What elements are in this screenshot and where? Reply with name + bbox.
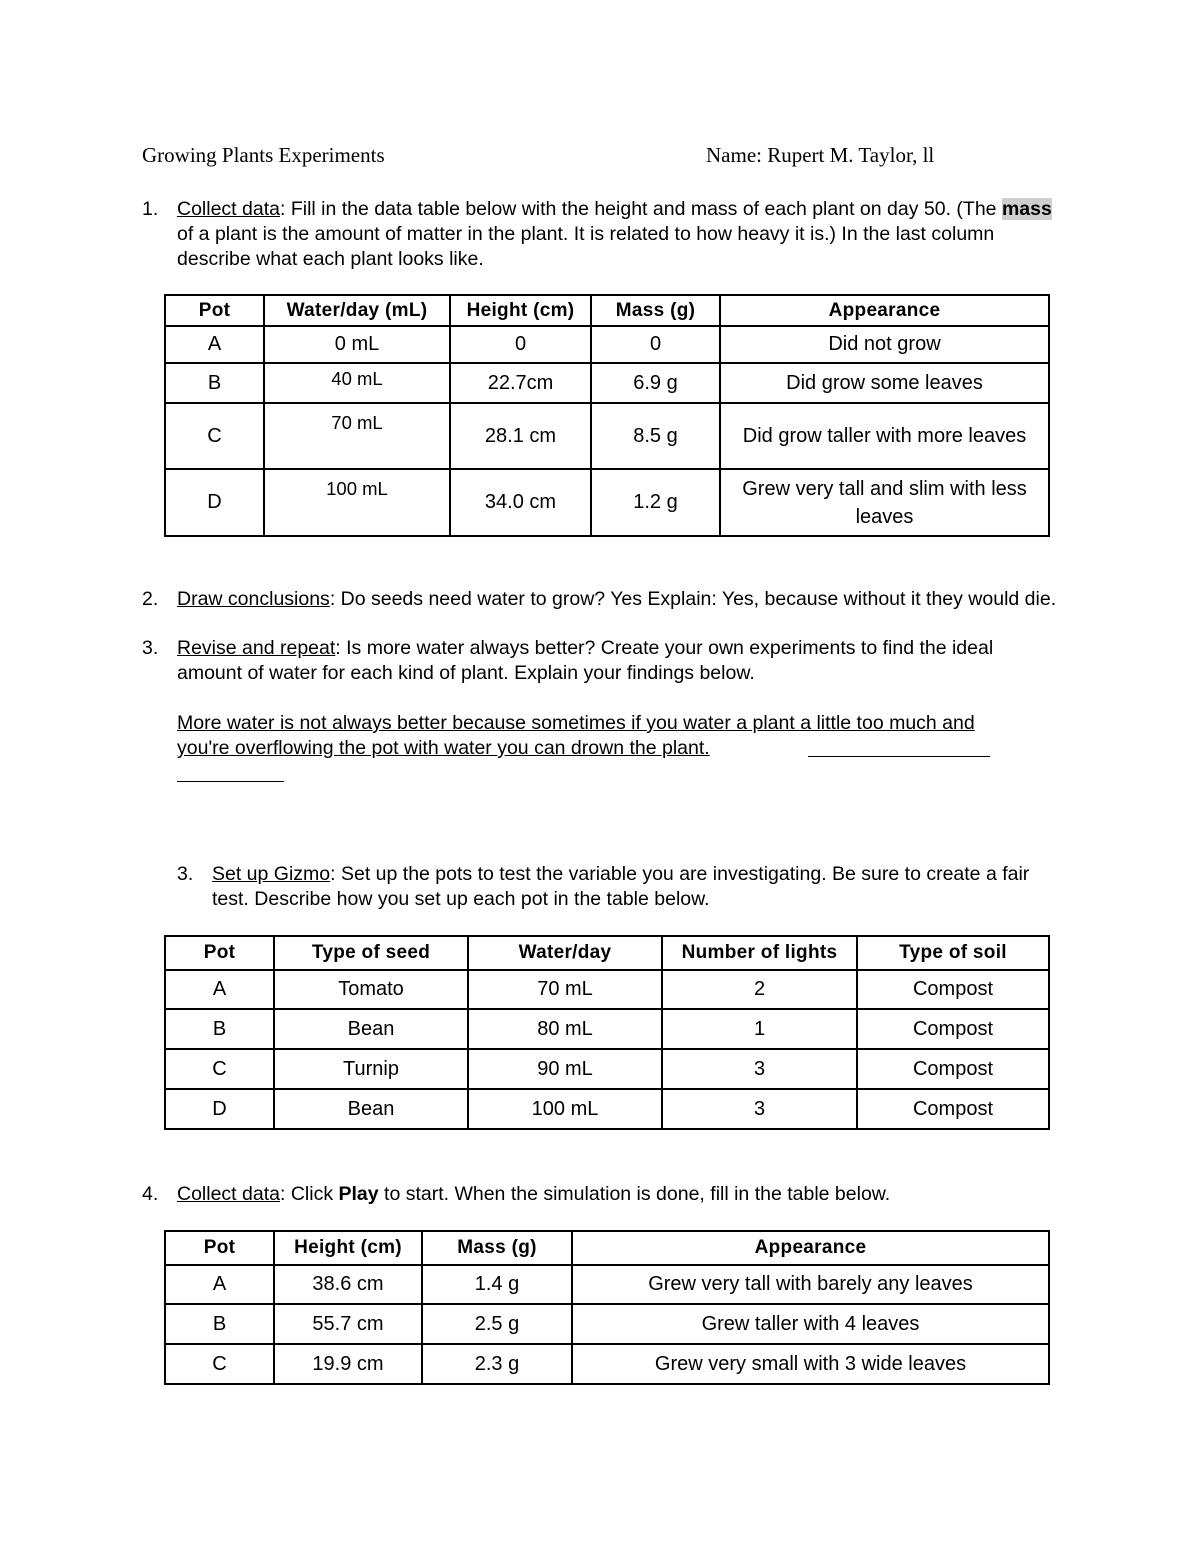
table-cell: A — [165, 970, 274, 1009]
table-cell: C — [165, 403, 264, 469]
gizmo-setup-table — [164, 935, 1050, 1130]
header-cell: Water/day — [468, 936, 662, 970]
question-text — [212, 862, 1032, 912]
table-row — [165, 970, 1049, 1009]
answer-3 — [177, 711, 1027, 761]
header-cell: Pot — [165, 936, 274, 970]
table-row — [165, 403, 1049, 469]
table-cell: Compost — [857, 1049, 1049, 1089]
table-cell: Grew very tall with barely any leaves — [572, 1265, 1049, 1304]
table-cell: Did grow some leaves — [720, 363, 1049, 403]
table-cell: Compost — [857, 1009, 1049, 1049]
table-cell: C — [165, 1344, 274, 1384]
question-text-part: : Set up the pots to test the variable you are investigating. Be sure to create a fair test. Describe how you set up each pot in the table below. — [212, 863, 1030, 910]
header-cell: Mass (g) — [422, 1231, 572, 1265]
question-text — [177, 197, 1067, 272]
table-cell: 55.7 cm — [274, 1304, 422, 1344]
table-cell: Bean — [274, 1009, 468, 1049]
question-text-part: : Click — [279, 1183, 339, 1205]
table-cell: 2.5 g — [422, 1304, 572, 1344]
header-cell: Pot — [165, 295, 264, 326]
table-cell: Did not grow — [720, 326, 1049, 363]
table-row — [165, 1089, 1049, 1129]
table-cell: 1.2 g — [591, 469, 720, 536]
header-cell: Height (cm) — [274, 1231, 422, 1265]
table-cell: 0 mL — [264, 326, 450, 363]
table-header-row — [165, 1231, 1049, 1265]
header-cell: Water/day (mL) — [264, 295, 450, 326]
answer-line — [808, 756, 990, 757]
answer-text: More water is not always better because sometimes if you water a plant a little too much and you're overflowing the pot with water you can drown the plant. — [177, 712, 975, 759]
table-cell: 70 mL — [264, 403, 450, 469]
table-cell: 100 mL — [468, 1089, 662, 1129]
question-text-part: : Do seeds need water to grow? Yes Explain: Yes, because without it they would die. — [329, 588, 1057, 610]
table-cell: 0 — [591, 326, 720, 363]
table-cell: 2 — [662, 970, 857, 1009]
table-cell: Compost — [857, 970, 1049, 1009]
table-cell: Grew very small with 3 wide leaves — [572, 1344, 1049, 1384]
question-label: Set up Gizmo — [212, 863, 331, 885]
table-cell: Compost — [857, 1089, 1049, 1129]
table-cell: 100 mL — [264, 469, 450, 536]
question-number: 2. — [142, 588, 159, 610]
table-cell: C — [165, 1049, 274, 1089]
table-row — [165, 1304, 1049, 1344]
question-label: Collect data — [177, 1183, 280, 1205]
question-text — [177, 587, 1067, 612]
table-cell: B — [165, 1009, 274, 1049]
simulation-results-table — [164, 1230, 1050, 1385]
table-cell: D — [165, 469, 264, 536]
question-text — [177, 636, 1037, 686]
table-cell: 34.0 cm — [450, 469, 591, 536]
table-cell: 28.1 cm — [450, 403, 591, 469]
plant-data-table-1 — [164, 294, 1050, 537]
table-cell: Bean — [274, 1089, 468, 1129]
table-row — [165, 1265, 1049, 1304]
header-cell: Type of soil — [857, 936, 1049, 970]
table-cell: B — [165, 363, 264, 403]
table-cell: 1 — [662, 1009, 857, 1049]
play-keyword: Play — [338, 1183, 379, 1205]
table-cell: D — [165, 1089, 274, 1129]
question-text-part: : Fill in the data table below with the height and mass of each plant on day 50. (The — [279, 198, 1002, 220]
document-title: Growing Plants Experiments — [142, 143, 385, 167]
question-number: 1. — [142, 198, 159, 220]
header-cell: Appearance — [720, 295, 1049, 326]
table-cell: 19.9 cm — [274, 1344, 422, 1384]
question-text-part: of a plant is the amount of matter in the plant. It is related to how heavy it is.) In the last column describe what each plant looks like. — [177, 223, 995, 270]
table-header-row — [165, 295, 1049, 326]
table-header-row — [165, 936, 1049, 970]
question-text — [177, 1182, 1067, 1207]
header-cell: Number of lights — [662, 936, 857, 970]
table-cell: 3 — [662, 1049, 857, 1089]
table-cell: B — [165, 1304, 274, 1344]
table-cell: 90 mL — [468, 1049, 662, 1089]
header-cell: Mass (g) — [591, 295, 720, 326]
table-cell: 1.4 g — [422, 1265, 572, 1304]
table-cell: Grew very tall and slim with less leaves — [720, 469, 1049, 536]
table-cell: Did grow taller with more leaves — [720, 403, 1049, 469]
table-row — [165, 1049, 1049, 1089]
table-row — [165, 363, 1049, 403]
table-cell: A — [165, 326, 264, 363]
header-cell: Type of seed — [274, 936, 468, 970]
table-cell: 40 mL — [264, 363, 450, 403]
question-label: Collect data — [177, 198, 280, 220]
question-label: Revise and repeat — [177, 637, 336, 659]
header-cell: Appearance — [572, 1231, 1049, 1265]
table-cell: 2.3 g — [422, 1344, 572, 1384]
table-row — [165, 326, 1049, 363]
student-name: Name: Rupert M. Taylor, ll — [706, 143, 935, 167]
question-text-part: to start. When the simulation is done, fill in the table below. — [378, 1183, 891, 1205]
question-label: Draw conclusions — [177, 588, 330, 610]
question-number: 4. — [142, 1183, 159, 1205]
table-cell: 8.5 g — [591, 403, 720, 469]
table-cell: Grew taller with 4 leaves — [572, 1304, 1049, 1344]
table-cell: 70 mL — [468, 970, 662, 1009]
table-row — [165, 469, 1049, 536]
header-cell: Height (cm) — [450, 295, 591, 326]
question-number: 3. — [177, 863, 194, 885]
header-cell: Pot — [165, 1231, 274, 1265]
table-row — [165, 1009, 1049, 1049]
table-cell: 0 — [450, 326, 591, 363]
table-cell: 80 mL — [468, 1009, 662, 1049]
table-cell: 38.6 cm — [274, 1265, 422, 1304]
mass-highlight: mass — [1001, 198, 1052, 220]
question-text-part: : Is more water always better? Create your own experiments to find the ideal amount of water for each kind of plant. Explain your findings below. — [177, 637, 994, 684]
answer-line — [177, 781, 284, 782]
question-number: 3. — [142, 637, 159, 659]
table-cell: Tomato — [274, 970, 468, 1009]
table-cell: 6.9 g — [591, 363, 720, 403]
table-cell: 22.7cm — [450, 363, 591, 403]
table-cell: Turnip — [274, 1049, 468, 1089]
table-cell: A — [165, 1265, 274, 1304]
table-cell: 3 — [662, 1089, 857, 1129]
table-row — [165, 1344, 1049, 1384]
